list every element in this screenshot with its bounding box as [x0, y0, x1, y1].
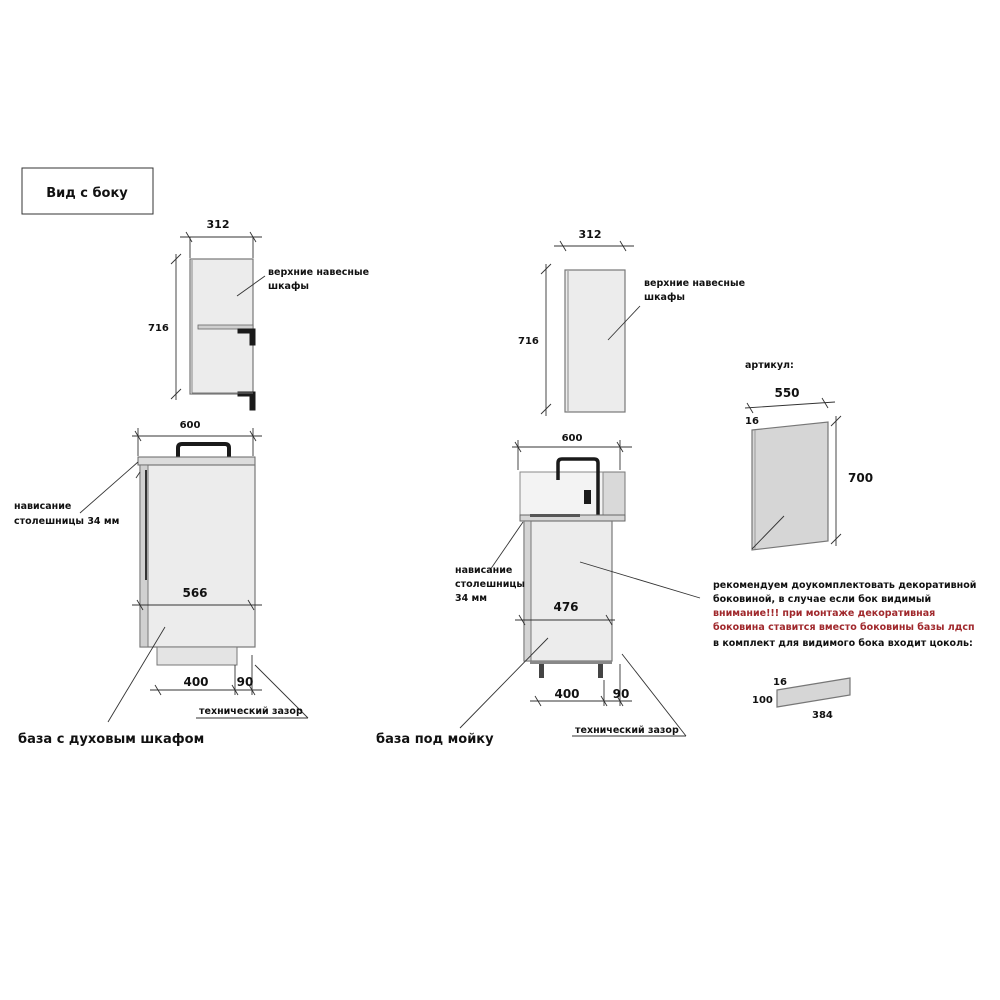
left-upper-width-value: 312 — [206, 218, 230, 231]
right-plinth-dimension — [530, 664, 632, 706]
right-upper-label-line1: верхние навесные — [644, 278, 746, 289]
right-unit — [376, 228, 745, 747]
recommendation-line1: рекомендуем доукомплектовать декоративной — [713, 580, 977, 591]
right-base-depth-value: 600 — [561, 433, 583, 444]
left-overhang-line2: столешницы 34 мм — [14, 516, 120, 527]
right-overhang-line2: столешницы — [455, 579, 526, 590]
recommendation-warning2: боковина ставится вместо боковины базы лдсп — [713, 622, 975, 633]
left-inner-depth-value: 566 — [182, 586, 208, 600]
title-box — [22, 168, 153, 214]
right-upper-height-dimension — [518, 264, 551, 416]
recommendation-text — [713, 580, 976, 649]
right-inner-depth-value: 476 — [553, 600, 579, 614]
plinth-height-value: 100 — [752, 695, 773, 706]
right-overhang-line1: нависание — [455, 565, 513, 576]
left-plinth-b-value: 90 — [236, 675, 254, 689]
side-panel-height-value: 700 — [848, 471, 874, 485]
right-upper-width-dimension — [554, 228, 634, 251]
side-panel-part — [745, 360, 873, 550]
right-gap-label: технический зазор — [575, 725, 679, 736]
left-base-cabinet — [138, 444, 255, 665]
right-overhang-line3: 34 мм — [455, 593, 488, 604]
side-panel-width-value: 550 — [774, 386, 800, 400]
left-upper-cabinet — [190, 259, 255, 410]
recommendation-line3: в комплект для видимого бока входит цоколь: — [713, 638, 973, 649]
left-upper-height-dimension — [148, 254, 181, 400]
right-base-depth-dimension — [512, 433, 632, 470]
plinth-length-value: 384 — [812, 710, 833, 721]
recommendation-line2: боковиной, в случае если бок видимый — [713, 594, 932, 605]
left-upper-label-line2: шкафы — [268, 281, 309, 292]
title-text: Вид с боку — [46, 186, 128, 201]
right-plinth-b-value: 90 — [612, 687, 630, 701]
plinth-thickness-value: 16 — [773, 677, 787, 688]
left-caption-text: база с духовым шкафом — [18, 732, 205, 747]
left-upper-label — [237, 267, 369, 296]
left-upper-height-value: 716 — [148, 323, 169, 334]
right-upper-width-value: 312 — [578, 228, 602, 241]
right-caption — [376, 638, 548, 747]
left-base-depth-dimension — [132, 420, 262, 456]
left-upper-width-dimension — [180, 218, 262, 258]
recommendation-warning1: внимание!!! при монтаже декоративная — [713, 608, 936, 619]
article-label: артикул: — [745, 360, 794, 371]
right-plinth-a-value: 400 — [554, 687, 580, 701]
left-overhang-line1: нависание — [14, 501, 72, 512]
side-panel-thickness-value: 16 — [745, 416, 759, 427]
left-unit — [14, 218, 369, 747]
right-upper-cabinet — [565, 270, 625, 412]
left-upper-label-line1: верхние навесные — [268, 267, 370, 278]
left-base-depth-value: 600 — [179, 420, 201, 431]
right-upper-label-line2: шкафы — [644, 292, 685, 303]
left-plinth-a-value: 400 — [183, 675, 209, 689]
right-caption-text: база под мойку — [376, 732, 494, 747]
right-overhang-label — [455, 522, 525, 604]
right-base-cabinet — [520, 459, 625, 678]
right-upper-label — [608, 278, 745, 340]
plinth-part — [752, 677, 850, 721]
right-upper-height-value: 716 — [518, 336, 539, 347]
left-gap-label: технический зазор — [199, 706, 303, 717]
left-overhang-label — [14, 462, 140, 527]
